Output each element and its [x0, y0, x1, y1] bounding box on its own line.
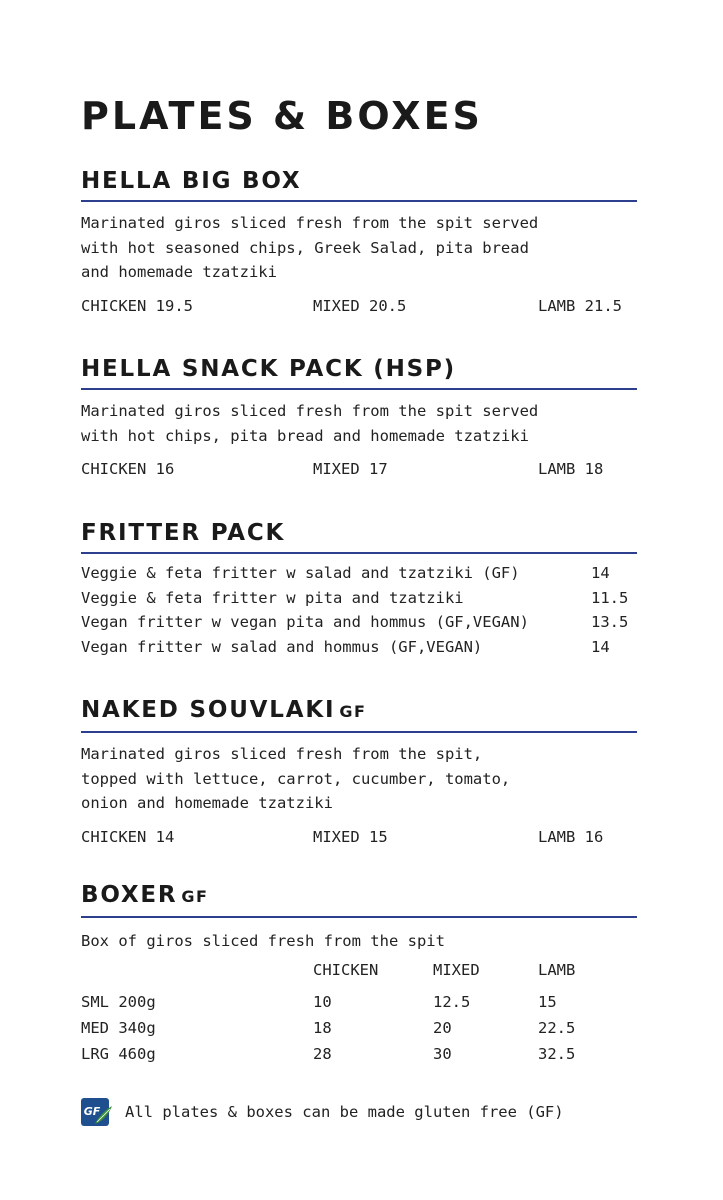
section-title-row: [81, 880, 637, 918]
section-description: [81, 211, 637, 285]
price-chicken: CHICKEN 14: [81, 827, 175, 846]
price-lamb: LAMB 21.5: [538, 296, 622, 315]
column-header: CHICKEN: [313, 961, 379, 979]
item-price: 14: [591, 637, 610, 656]
item-name: Veggie & feta fritter w pita and tzatziki: [81, 588, 464, 607]
gluten-free-icon: [81, 1098, 113, 1128]
boxer-table: [81, 961, 637, 1071]
section-hella-snack-pack: [81, 354, 637, 484]
description-line: with hot seasoned chips, Greek Salad, pita bread: [81, 238, 529, 257]
list-item: [81, 564, 637, 589]
section-hella-big-box: [81, 166, 637, 321]
table-cell: 12.5: [433, 993, 471, 1011]
description-line: Marinated giros sliced fresh from the spit served: [81, 214, 539, 232]
list-item: [81, 589, 637, 614]
section-boxer: [81, 880, 637, 1071]
table-row: [81, 1019, 637, 1045]
section-title: HELLA BIG BOX: [81, 166, 637, 202]
section-description: [81, 742, 637, 816]
description-line: Marinated giros sliced fresh from the spit served: [81, 402, 539, 420]
section-naked-souvlaki: [81, 695, 637, 852]
item-price: 14: [591, 564, 610, 582]
gf-tag: GF: [339, 702, 367, 721]
footer: [81, 1098, 641, 1128]
table-row: [81, 1045, 637, 1071]
footer-note: All plates & boxes can be made gluten free (GF): [125, 1103, 564, 1121]
table-cell: 32.5: [538, 1045, 576, 1063]
table-cell: MED 340g: [81, 1019, 156, 1037]
column-header: LAMB: [538, 961, 576, 979]
table-cell: 18: [313, 1019, 332, 1037]
list-item: [81, 638, 637, 663]
table-cell: 28: [313, 1045, 332, 1063]
badge-text: GF: [83, 1105, 101, 1118]
item-name: Vegan fritter w vegan pita and hommus (GF,VEGAN): [81, 613, 529, 631]
price-mixed: MIXED 20.5: [313, 296, 407, 315]
page-title: PLATES & BOXES: [81, 94, 483, 138]
list-item: [81, 613, 637, 638]
description-line: and homemade tzatziki: [81, 263, 277, 281]
table-row: [81, 993, 637, 1019]
section-title: FRITTER PACK: [81, 518, 637, 554]
description-line: topped with lettuce, carrot, cucumber, tomato,: [81, 769, 511, 788]
table-cell: 20: [433, 1019, 452, 1037]
table-cell: 15: [538, 993, 557, 1011]
section-description: Box of giros sliced fresh from the spit: [81, 932, 445, 950]
table-header: [81, 961, 637, 993]
price-mixed: MIXED 17: [313, 460, 388, 478]
price-row: [81, 828, 637, 852]
section-title-row: [81, 695, 637, 733]
price-chicken: CHICKEN 19.5: [81, 296, 193, 315]
price-lamb: LAMB 18: [538, 460, 604, 478]
price-lamb: LAMB 16: [538, 827, 604, 846]
section-title: HELLA SNACK PACK (HSP): [81, 354, 637, 390]
table-cell: 10: [313, 993, 332, 1011]
description-line: onion and homemade tzatziki: [81, 794, 333, 812]
item-name: Vegan fritter w salad and hommus (GF,VEGAN): [81, 637, 483, 656]
item-name: Veggie & feta fritter w salad and tzatziki (GF): [81, 564, 520, 582]
price-mixed: MIXED 15: [313, 827, 388, 846]
description-line: with hot chips, pita bread and homemade tzatziki: [81, 426, 529, 445]
item-price: 11.5: [591, 588, 629, 607]
section-fritter-pack: [81, 518, 637, 662]
column-header: MIXED: [433, 961, 480, 979]
price-row: [81, 297, 637, 321]
price-chicken: CHICKEN 16: [81, 460, 175, 478]
section-description: [81, 399, 637, 448]
table-cell: 30: [433, 1045, 452, 1063]
gf-tag: GF: [181, 887, 209, 906]
table-cell: LRG 460g: [81, 1045, 156, 1063]
section-title: BOXER: [81, 882, 178, 908]
section-title: NAKED SOUVLAKI: [81, 697, 336, 723]
table-cell: SML 200g: [81, 993, 156, 1011]
table-cell: 22.5: [538, 1019, 576, 1037]
item-price: 13.5: [591, 613, 629, 631]
description-line: Marinated giros sliced fresh from the spit,: [81, 745, 483, 763]
fritter-list: [81, 564, 637, 662]
price-row: [81, 460, 637, 484]
